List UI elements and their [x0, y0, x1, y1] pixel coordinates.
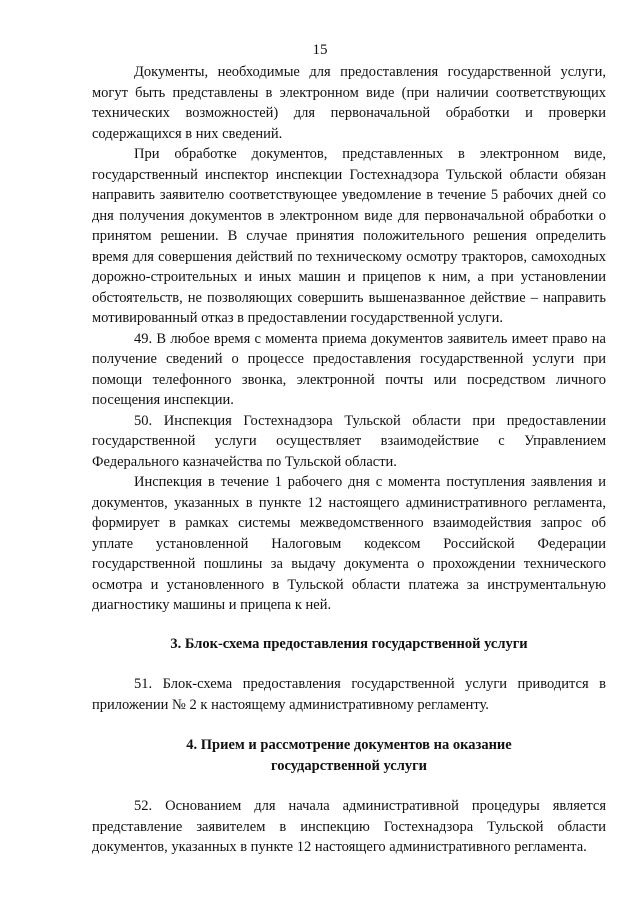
page-number: 15: [312, 42, 328, 58]
section-4-heading: [92, 735, 606, 776]
paragraph-49: 49. В любое время с момента приема документов заявитель имеет право на получение сведений о процессе предоставления государственной услуги при помощи телефонного звонка, электронной почты или посредством личного посещения инспекции.: [92, 330, 606, 408]
paragraph-52: 52. Основанием для начала административной процедуры является представление заявителем в инспекцию Гостехнадзора Тульской области документов, указанных в пункте 12 настоящего административного регламента.: [92, 798, 606, 855]
paragraph-electronic-docs: Документы, необходимые для предоставления государственной услуги, могут быть представлены в электронном виде (при наличии соответствующих технических возможностей) для первоначальной обработки и проверки содержащихся в них сведений.: [92, 64, 606, 142]
section-4-heading-line2: государственной услуги: [270, 757, 428, 774]
section-4-heading-line1: 4. Прием и рассмотрение документов на оказание: [186, 737, 512, 753]
paragraph-50: 50. Инспекция Гостехнадзора Тульской области при предоставлении государственной услуги осуществляет взаимодействие с Управлением Федерального казначейства по Тульской области.: [92, 412, 606, 470]
document-body: [92, 62, 606, 858]
paragraph-interaction-request: Инспекция в течение 1 рабочего дня с момента поступления заявления и документов, указанных в пункте 12 настоящего административного регламента, формирует в рамках системы межведомственного взаимодействия запрос об уплате установленной Налоговым кодексом Российской Федерации государственной пошлины за выдачу документа о прохождении технического осмотра и установленного в Тульской области платежа за инструментальную диагностику машины и прицепа к ней.: [92, 474, 606, 613]
paragraph-51: 51. Блок-схема предоставления государственной услуги приводится в приложении № 2 к настоящему административному регламенту.: [92, 676, 606, 713]
section-3-heading: 3. Блок-схема предоставления государственной услуги: [170, 635, 528, 652]
paragraph-processing: При обработке документов, представленных в электронном виде, государственный инспектор инспекции Гостехнадзора Тульской области обязан направить заявителю соответствующее уведомление в течение 5 рабочих дней со дня получения документов в электронном виде для первоначальной обработки о принятом решении. В случае принятия положительного решения определить время для совершения действий по техническому осмотру тракторов, самоходных дорожно-строительных и иных машин и прицепов к ним, а при установлении обстоятельств, не позволяющих совершить вышеназванное действие – направить мотивированный отказ в предоставлении государственной услуги.: [92, 146, 606, 326]
